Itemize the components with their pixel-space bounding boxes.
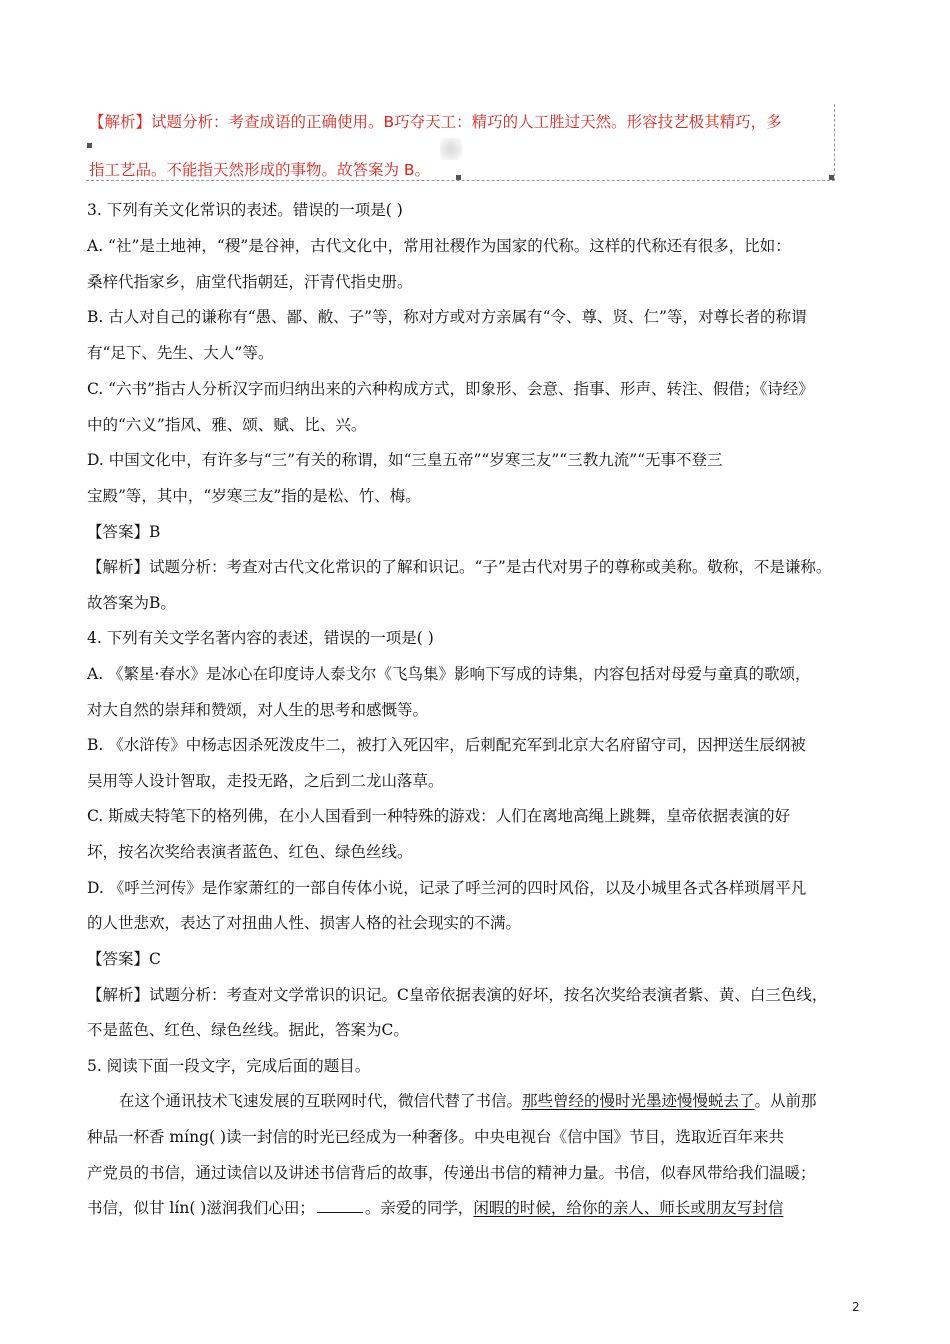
- q3-analysis-line-1: 【解析】试题分析：考查对古代文化常识的了解和识记。“子”是古代对男子的尊称或美称。敬称，不是谦称。: [87, 558, 832, 576]
- q3-stem: 3. 下列有关文化常识的表述。错误的一项是( ): [87, 201, 403, 219]
- q3-analysis-line-2: 故答案为B。: [87, 594, 176, 612]
- q4-stem: 4. 下列有关文学名著内容的表述，错误的一项是( ): [87, 629, 434, 647]
- q4-analysis-line-1: 【解析】试题分析：考查对文学常识的识记。C皇帝依据表演的好坏，按名次奖给表演者紫、黄、白三色线，: [87, 986, 828, 1004]
- resize-handle-icon[interactable]: [456, 175, 461, 180]
- highlight-analysis-line-2: 指工艺品。不能指天然形成的事物。故答案为 B。: [89, 161, 431, 179]
- page-number: 2: [852, 1300, 860, 1314]
- q5-passage-line-4: [87, 1198, 783, 1218]
- q3-option-a-line-2: 桑梓代指家乡，庙堂代指朝廷，汗青代指史册。: [87, 273, 413, 291]
- q3-option-c-line-2: 中的“六义”指风、雅、颂、赋、比、兴。: [87, 416, 367, 434]
- fill-in-blank[interactable]: [317, 1198, 363, 1213]
- q5-passage-line-2: 种品一杯香 míng( )读一封信的时光已经成为一种奢侈。中央电视台《信中国》节目，选取近百年来共: [87, 1128, 785, 1146]
- watermark-smudge: [440, 138, 462, 160]
- q5-passage-line-3: 产党员的书信，通过读信以及讲述书信背后的故事，传递出书信的精神力量。书信，似春风带给我们温暖；: [87, 1164, 816, 1182]
- q4-option-b-line-2: 吴用等人设计智取，走投无路，之后到二龙山落草。: [87, 772, 444, 790]
- q3-option-b-line-2: 有“足下、先生、大人”等。: [87, 344, 274, 362]
- q3-option-d-line-2: 宝殿”等，其中，“岁寒三友”指的是松、竹、梅。: [87, 487, 421, 505]
- q5-passage-line-1: [119, 1091, 817, 1111]
- q4-answer: 【答案】C: [87, 950, 161, 968]
- q5-passage-text: 书信，似甘 lín( )滋润我们心田；: [87, 1199, 315, 1217]
- q3-option-d-line-1: D. 中国文化中，有许多与“三”有关的称谓，如“三皇五帝”“岁寒三友”“三教九流”“无事不登三: [87, 451, 723, 469]
- q4-option-c-line-1: C. 斯威夫特笔下的格列佛，在小人国看到一种特殊的游戏：人们在离地高绳上跳舞，皇帝依据表演的好: [87, 807, 791, 825]
- q5-stem: 5. 阅读下面一段文字，完成后面的题目。: [87, 1057, 371, 1075]
- q5-passage-text: 。亲爱的同学，: [364, 1199, 474, 1217]
- q4-option-a-line-1: A. 《繁星·春水》是冰心在印度诗人泰戈尔《飞鸟集》影响下写成的诗集，内容包括对母爱与童真的歌颂，: [87, 665, 811, 683]
- q5-underlined-sentence: 那些曾经的慢时光墨迹慢慢蜕去了: [522, 1092, 755, 1110]
- q3-option-a-line-1: A. “社”是土地神，“稷”是谷神，古代文化中，常用社稷作为国家的代称。这样的代称还有很多，比如：: [87, 237, 791, 255]
- resize-handle-icon[interactable]: [87, 143, 92, 148]
- q4-option-d-line-2: 的人世悲欢，表达了对扭曲人性、损害人格的社会现实的不满。: [87, 914, 522, 932]
- q3-option-c-line-1: C. “六书”指古人分析汉字而归纳出来的六种构成方式，即象形、会意、指事、形声、转注、假借；《诗经》: [87, 380, 814, 398]
- resize-handle-icon[interactable]: [829, 175, 834, 180]
- q4-option-d-line-1: D. 《呼兰河传》是作家萧红的一部自传体小说，记录了呼兰河的四时风俗，以及小城里各式各样琐屑平凡: [87, 879, 807, 897]
- q5-passage-text: 在这个通讯技术飞速发展的互联网时代，微信代替了书信。: [119, 1092, 523, 1110]
- q4-analysis-line-2: 不是蓝色、红色、绿色丝线。据此，答案为C。: [87, 1021, 409, 1039]
- q3-option-b-line-1: B. 古人对自己的谦称有“愚、鄙、敝、子”等，称对方或对方亲属有“令、尊、贤、仁”等，对尊长者的称谓: [87, 308, 807, 326]
- q4-option-a-line-2: 对大自然的崇拜和赞颂，对人生的思考和感慨等。: [87, 701, 429, 719]
- q3-answer: 【答案】B: [87, 523, 161, 541]
- q5-underlined-sentence: 闲暇的时候，给你的亲人、师长或朋友写封信: [473, 1199, 784, 1217]
- q4-option-c-line-2: 坏，按名次奖给表演者蓝色、红色、绿色丝线。: [87, 843, 413, 861]
- q4-option-b-line-1: B. 《水浒传》中杨志因杀死泼皮牛二，被打入死囚牢，后刺配充军到北京大名府留守司，因押送生辰纲被: [87, 736, 806, 754]
- q5-passage-text: 。从前那: [754, 1092, 817, 1110]
- highlight-analysis-line-1: 【解析】试题分析：考查成语的正确使用。B巧夺天工：精巧的人工胜过天然。形容技艺极其精巧，多: [89, 113, 782, 131]
